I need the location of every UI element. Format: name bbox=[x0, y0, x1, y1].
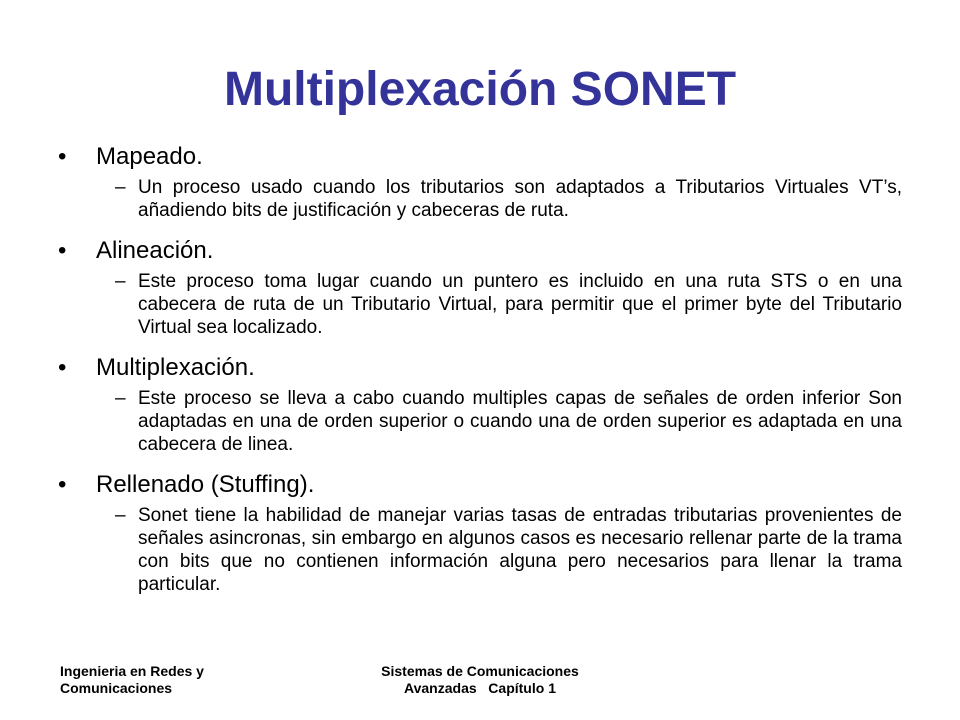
sub-item bbox=[58, 387, 902, 456]
dash-mark: – bbox=[115, 388, 126, 409]
slide-title: Multiplexación SONET bbox=[223, 63, 737, 116]
bullet-mark: • bbox=[58, 143, 67, 170]
slide-content bbox=[58, 136, 902, 596]
footer-left-line: Comunicaciones bbox=[60, 680, 173, 696]
bullet-item bbox=[58, 353, 902, 383]
bullet-mark: • bbox=[58, 354, 67, 381]
footer-center-line: Avanzadas Capítulo 1 bbox=[404, 680, 556, 696]
bullet-mark: • bbox=[58, 237, 67, 264]
footer-center-line: Sistemas de Comunicaciones bbox=[381, 663, 579, 679]
bullet-heading: Multiplexación. bbox=[96, 354, 255, 381]
bullet-item bbox=[58, 142, 902, 172]
sub-item-text: Este proceso se lleva a cabo cuando multiples capas de señales de orden inferior Son adaptadas en una de orden superior o cuando una de orden superior es adaptada en una cabecera de linea. bbox=[138, 388, 902, 455]
bullet-heading: Rellenado (Stuffing). bbox=[96, 471, 315, 498]
bullet-item bbox=[58, 236, 902, 266]
sub-item-text: Un proceso usado cuando los tributarios son adaptados a Tributarios Virtuales VT’s, añadiendo bits de justificación y cabeceras de ruta. bbox=[138, 177, 902, 221]
footer-left bbox=[60, 663, 300, 697]
sub-item-text: Sonet tiene la habilidad de manejar varias tasas de entradas tributarias provenientes de señales asincronas, sin embargo en algunos casos es necesario rellenar parte de la trama con bits que no contienen información alguna pero necesarios para llenar la trama particular. bbox=[138, 505, 902, 595]
sub-item bbox=[58, 270, 902, 339]
bullet-item bbox=[58, 470, 902, 500]
footer-center bbox=[330, 663, 630, 697]
bullet-mark: • bbox=[58, 471, 67, 498]
dash-mark: – bbox=[115, 505, 126, 526]
sub-item-text: Este proceso toma lugar cuando un puntero es incluido en una ruta STS o en una cabecera de ruta de un Tributario Virtual, para permitir que el primer byte del Tributario Virtual sea localizado. bbox=[138, 271, 902, 338]
dash-mark: – bbox=[115, 271, 126, 292]
bullet-heading: Alineación. bbox=[96, 237, 214, 264]
sub-item bbox=[58, 176, 902, 222]
sub-item bbox=[58, 504, 902, 596]
dash-mark: – bbox=[115, 177, 126, 198]
bullet-heading: Mapeado. bbox=[96, 143, 203, 170]
footer-left-line: Ingenieria en Redes y bbox=[60, 663, 204, 679]
